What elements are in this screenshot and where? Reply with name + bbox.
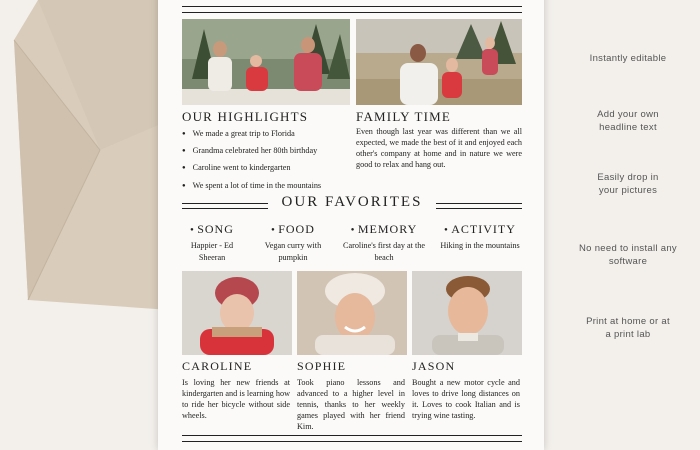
family-photo-field bbox=[356, 19, 522, 105]
portrait-caroline bbox=[182, 271, 292, 355]
portrait-sophie bbox=[297, 271, 407, 355]
favorite-value: Hiking in the mountains bbox=[440, 241, 520, 250]
favorite-value: Vegan curry with pumpkin bbox=[264, 241, 322, 262]
feature-caption: Easily drop in your pictures bbox=[597, 172, 659, 196]
top-rule bbox=[182, 6, 522, 13]
highlights-heading: OUR HIGHLIGHTS bbox=[182, 109, 309, 124]
member-name-sophie: SOPHIE bbox=[297, 359, 347, 373]
portrait-jason bbox=[412, 271, 522, 355]
member-desc-caroline: Is loving her new friends at kindergarten and is learning how to ride her bicycle without side wheels. bbox=[182, 378, 290, 420]
feature-caption: Instantly editable bbox=[589, 53, 667, 64]
favorite-value: Happier - Ed Sheeran bbox=[190, 241, 234, 262]
favorite-label: ● FOOD bbox=[254, 222, 332, 237]
family-time-text: Even though last year was different than we all expected, we made the best of it and enjoyed each other's company at home and in nature we were good to relax and hang out. bbox=[356, 127, 522, 169]
favorite-label: ● MEMORY bbox=[342, 222, 426, 237]
family-photo-woods bbox=[182, 19, 350, 105]
feature-caption: Add your own headline text bbox=[597, 109, 659, 133]
list-item: ● We spent a lot of time in the mountains bbox=[182, 178, 352, 195]
favorites-rule-right bbox=[436, 203, 522, 209]
family-time-heading: FAMILY TIME bbox=[356, 109, 452, 124]
favorite-memory bbox=[342, 222, 426, 264]
favorite-food bbox=[254, 222, 332, 264]
newsletter-sheet bbox=[158, 0, 544, 450]
favorite-activity bbox=[438, 222, 522, 252]
favorite-label: ● SONG bbox=[178, 222, 246, 237]
list-item: ● Grandma celebrated her 80th birthday bbox=[182, 143, 352, 160]
favorite-song bbox=[178, 222, 246, 264]
highlights-list bbox=[182, 126, 352, 195]
feature-caption: Print at home or at a print lab bbox=[586, 316, 670, 340]
favorite-value: Caroline's first day at the beach bbox=[343, 241, 425, 262]
favorites-heading: OUR FAVORITES bbox=[281, 194, 423, 210]
member-desc-sophie: Took piano lessons and advanced to a higher level in tennis, thanks to her weekly games played with her friend Kim. bbox=[297, 378, 405, 431]
list-item: ● Caroline went to kindergarten bbox=[182, 160, 352, 177]
envelope bbox=[0, 0, 170, 441]
list-item: ● We made a great trip to Florida bbox=[182, 126, 352, 143]
feature-caption: No need to install any software bbox=[579, 243, 677, 267]
member-name-caroline: CAROLINE bbox=[182, 359, 253, 373]
member-desc-jason: Bought a new motor cycle and loves to drive long distances on it. Loves to cook Italian and is trying wine tasting. bbox=[412, 378, 520, 420]
favorite-label: ● ACTIVITY bbox=[438, 222, 522, 237]
member-name-jason: JASON bbox=[412, 359, 456, 373]
